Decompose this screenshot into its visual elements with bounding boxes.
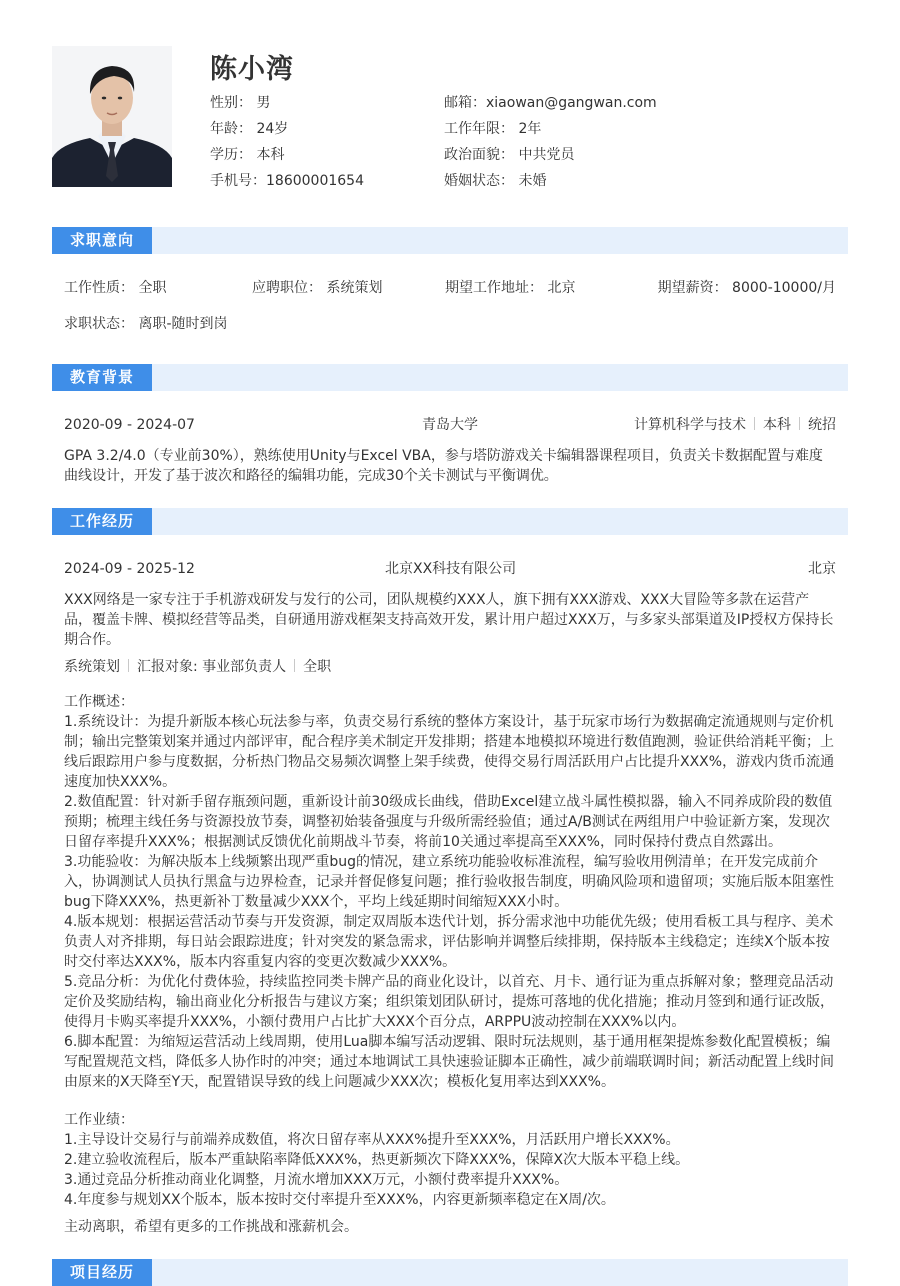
overview-item: 2.数值配置：针对新手留存瓶颈问题，重新设计前30级成长曲线，借助Excel建立战斗属性模拟器，输入不同养成阶段的数值预期；梳理主线任务与资源投放节奏，调整初始装备强度与升级所需经验值；通过A/B测试在两组用户中验证新方案，发现次日留存率提升XXX%；根据测试反馈优化前期战斗节奏，将前10关通过率提高至XXX%，同时保持付费点自然露出。 (64, 794, 833, 850)
section-title-intent: 求职意向 (52, 227, 152, 254)
candidate-name: 陈小湾 (210, 54, 294, 85)
divider (754, 417, 755, 430)
results-item: 2.建立验收流程后，版本严重缺陷率降低XXX%，热更新频次下降XXX%，保障X次大版本平稳上线。 (64, 1152, 690, 1168)
section-title-education: 教育背景 (52, 364, 152, 391)
education-description: GPA 3.2/4.0（专业前30%），熟练使用Unity与Excel VBA，参与塔防游戏关卡编辑器课程项目，负责关卡数据配置与难度曲线设计，开发了基于波次和路径的编辑功能，完成30个关卡测试与平衡调优。 (64, 448, 823, 484)
section-header-project (52, 1259, 848, 1286)
education-type: 统招 (808, 417, 836, 433)
divider (128, 659, 129, 672)
divider (799, 417, 800, 430)
work-meta (64, 658, 331, 676)
intent-nature: 工作性质： 全职 (64, 280, 167, 296)
work-job-type: 全职 (303, 659, 332, 675)
section-title-project: 项目经历 (52, 1259, 152, 1286)
education-field: 学历： 本科 (210, 147, 285, 163)
work-role: 系统策划 (64, 659, 120, 675)
gender-field: 性别： 男 (210, 95, 271, 111)
results-item: 1.主导设计交易行与前端养成数值，将次日留存率从XXX%提升至XXX%，月活跃用户增长XXX%。 (64, 1132, 680, 1148)
overview-item: 1.系统设计：为提升新版本核心玩法参与率，负责交易行系统的整体方案设计，基于玩家市场行为数据确定流通规则与定价机制；输出完整策划案并通过内部评审，配合程序美术制定开发排期；搭建本地模拟环境进行数值跑测，验证供给消耗平衡；上线后跟踪用户参与度数据，分析热门物品交易频次调整上架手续费，使得交易行周活跃用户占比提升XXX%，游戏内货币流通速度加快XXX%。 (64, 714, 835, 790)
education-degree: 本科 (763, 417, 791, 433)
section-header-intent (52, 227, 848, 254)
email-field: 邮箱：xiaowan@gangwan.com (444, 95, 657, 111)
overview-item: 4.版本规划：根据运营活动节奏与开发资源，制定双周版本迭代计划，拆分需求池中功能优先级；使用看板工具与程序、美术负责人对齐排期，每日站会跟踪进度；针对突发的紧急需求，评估影响并调整后续排期，保持版本主线稳定；连续X个版本按时交付率达XXX%，版本内容重复内容的变更次数减少XXX%。 (64, 914, 834, 970)
company-description: XXX网络是一家专注于手机游戏研发与发行的公司，团队规模约XXX人，旗下拥有XXX游戏、XXX大冒险等多款在运营产品，覆盖卡牌、模拟经营等品类，自研通用游戏框架支持高效开发，累计用户超过XXX万，与多家头部渠道及IP授权方保持长期合作。 (64, 592, 834, 648)
age-field: 年龄： 24岁 (210, 121, 289, 137)
marital-status-field: 婚姻状态： 未婚 (444, 173, 547, 189)
intent-position: 应聘职位： 系统策划 (252, 280, 383, 296)
intent-salary: 期望薪资： 8000-10000/月 (657, 280, 836, 296)
overview-item: 5.竞品分析：为优化付费体验，持续监控同类卡牌产品的商业化设计，以首充、月卡、通行证为重点拆解对象；整理竞品活动定价及奖励结构，输出商业化分析报告与建议方案；组织策划团队研讨，提炼可落地的优化措施；推动月签到和通行证改版，使得月卡购买率提升XXX%，小额付费用户占比扩大XXX个百分点，ARPPU波动控制在XXX%以内。 (64, 974, 834, 1030)
intent-status: 求职状态： 离职-随时到岗 (64, 316, 228, 332)
results-item: 3.通过竞品分析推动商业化调整，月流水增加XXX万元，小额付费率提升XXX%。 (64, 1172, 569, 1188)
results-title: 工作业绩： (64, 1112, 134, 1128)
work-report-to: 汇报对象: 事业部负责人 (137, 659, 287, 675)
work-city: 北京 (808, 561, 836, 577)
divider (294, 659, 295, 672)
section-header-work (52, 508, 848, 535)
section-header-education (52, 364, 848, 391)
leave-reason: 主动离职，希望有更多的工作挑战和涨薪机会。 (64, 1219, 358, 1235)
education-school: 青岛大学 (422, 417, 478, 433)
education-period: 2020-09 - 2024-07 (64, 417, 195, 433)
work-company: 北京XX科技有限公司 (385, 561, 517, 577)
overview-title: 工作概述： (64, 694, 134, 710)
education-major: 计算机科学与技术 (634, 417, 746, 433)
intent-location: 期望工作地址： 北京 (445, 280, 576, 296)
section-title-work: 工作经历 (52, 508, 152, 535)
overview-item: 6.脚本配置：为缩短运营活动上线周期，使用Lua脚本编写活动逻辑、限时玩法规则，基于通用框架提炼参数化配置模板；编写配置规范文档，降低多人协作时的冲突；通过本地调试工具快速验证脚本正确性，减少前端联调时间；新活动配置上线时间由原来的X天降至Y天，配置错误导致的线上问题减少XXX次；模板化复用率达到XXX%。 (64, 1034, 834, 1090)
work-period: 2024-09 - 2025-12 (64, 561, 195, 577)
political-status-field: 政治面貌： 中共党员 (444, 147, 575, 163)
phone-field: 手机号：18600001654 (210, 173, 364, 189)
work-overview (64, 692, 836, 1092)
results-item: 4.年度参与规划XX个版本，版本按时交付率提升至XXX%，内容更新频率稳定在X周/次。 (64, 1192, 615, 1208)
education-details (634, 416, 836, 434)
overview-item: 3.功能验收：为解决版本上线频繁出现严重bug的情况，建立系统功能验收标准流程，编写验收用例清单；在开发完成前介入，协调测试人员执行黑盒与边界检查，记录并督促修复问题；推行验收报告制度，明确风险项和遗留项；实施后版本阻塞性bug下降XXX%，热更新补丁数量减少XXX个，平均上线延期时间缩短XXX小时。 (64, 854, 834, 910)
work-years-field: 工作年限： 2年 (444, 121, 542, 137)
portrait-photo (52, 46, 172, 187)
work-results (64, 1110, 836, 1210)
